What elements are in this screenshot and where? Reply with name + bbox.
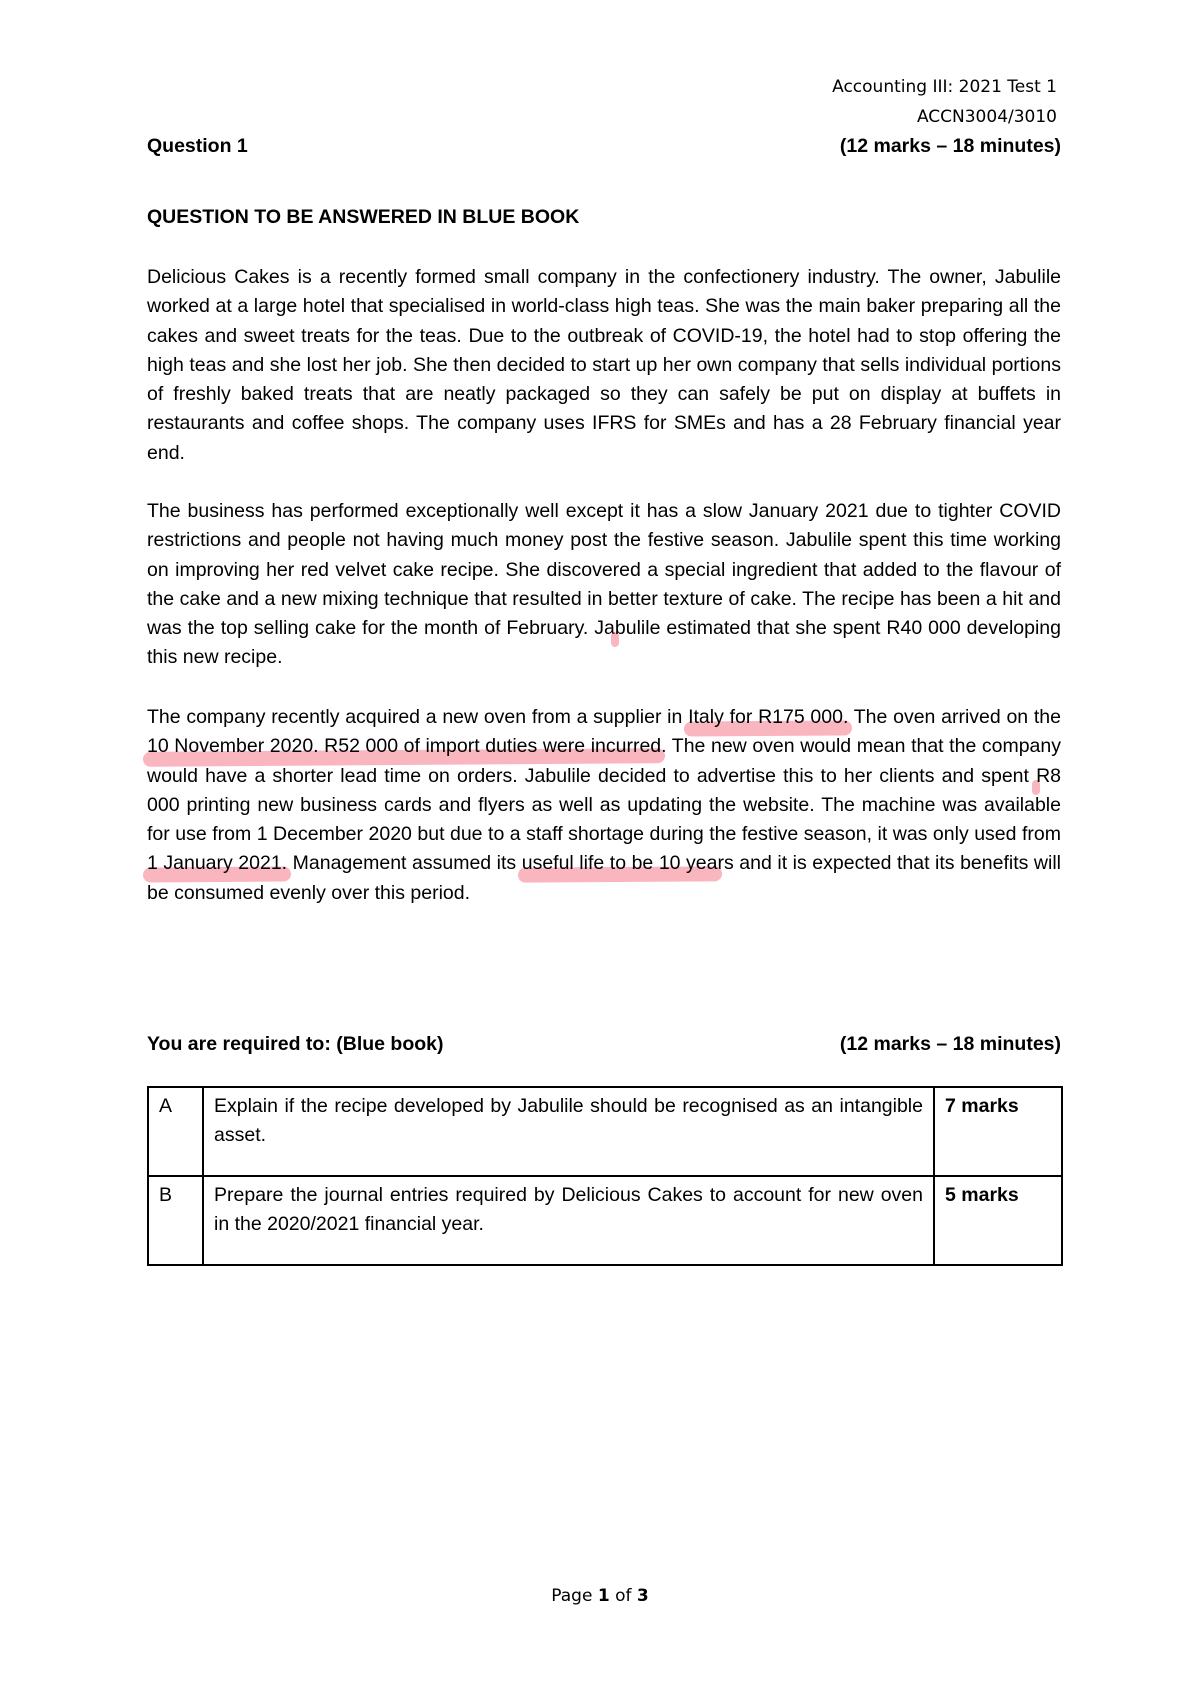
page-header [832,72,1057,132]
question-heading [147,135,1061,158]
table-row [148,1087,1062,1176]
required-marks: (12 marks – 18 minutes) [839,1033,1061,1055]
highlight-mark: useful life to be 10 yea [521,852,718,875]
table-row [148,1176,1062,1265]
text-run: . [277,646,283,669]
text-run: and flyers as well as updating the website. The machine was available for use from 1 December 2020 but due to a staff shortage during the festive season, it was only used from [147,793,1061,846]
course-code: ACCN3004/3010 [916,107,1057,127]
paragraph-recipe [147,497,1061,673]
text-run: The oven arrived on the [848,706,1061,728]
required-heading [147,1033,1061,1056]
requirements-table [147,1086,1063,1266]
course-title: Accounting III: 2021 Test 1 [832,77,1057,97]
page-total: 3 [636,1586,649,1606]
paragraph-2-text [147,497,1061,673]
answer-instruction: QUESTION TO BE ANSWERED IN BLUE BOOK [147,206,580,228]
required-title: You are required to: (Blue book) [147,1033,444,1055]
highlight-mark: 10 November 2020. R52 000 of import duties were incurred [147,735,662,758]
highlight-mark: Italy for R175 000. [688,706,849,728]
row-label: A [148,1087,203,1176]
text-run: Management assumed its [287,852,522,875]
question-marks: (12 marks – 18 minutes) [839,135,1061,157]
page-word: Page [551,1586,593,1606]
text-run: The business has performed exceptionally well except it has a slow January 2021 due to tighter COVID restrictions and people not having much money post the festive season. Jabulile spent this time working on improving her red velvet cake recipe. She discovered a special ingredient that added to the flavour of the cake and a new mixing technique that resulted in better texture of cake. The recipe has been a hit and was the top selling cake for the month of February. Ja [147,500,1061,640]
of-word: of [615,1586,632,1606]
row-marks: 7 marks [934,1087,1062,1176]
paragraph-1-text: Delicious Cakes is a recently formed small company in the confectionery industry. The owner, Jabulile worked at a large hotel that specialised in world-class high teas. She was the main baker preparing all the cakes and sweet treats for the teas. Due to the outbreak of COVID-19, the hotel had to stop offering the high teas and she lost her job. She then decided to start up her own company that sells individual portions of freshly baked treats that are neatly packaged so they can safely be put on display at buffets in restaurants and coffee shops. The company uses IFRS for SMEs and has a 28 February financial year end. [147,266,1061,464]
question-title: Question 1 [147,135,248,157]
paragraph-background [147,263,1061,468]
page-number: 1 [597,1586,610,1606]
highlight-mark: R8 000 printing new business cards [147,764,1061,816]
row-text: Explain if the recipe developed by Jabulile should be recognised as an intangible asset. [203,1087,934,1176]
highlight-mark: 1 January 2021. [147,852,288,875]
row-text: Prepare the journal entries required by Delicious Cakes to account for new oven in the 2020/2021 financial year. [203,1176,934,1265]
highlight-mark: bulile estimated that she spent R40 000 developing this new recipe [147,617,1061,669]
text-run: The company recently acquired a new oven from a supplier in [147,706,689,728]
text-run: . The new oven would mean that the company would have a shorter lead time on orders. Jabulile decided to advertise this to her clients and spent [147,735,1061,787]
paragraph-oven [147,703,1061,908]
paragraph-3-text [147,703,1061,908]
row-label: B [148,1176,203,1265]
row-marks: 5 marks [934,1176,1062,1265]
page-footer [0,1586,1200,1606]
text-run: rs and it is expected that its benefits will be consumed evenly over this period. [147,852,1061,904]
